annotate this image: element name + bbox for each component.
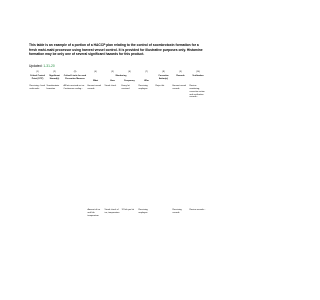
column-number: (4) (94, 71, 97, 73)
table-cell (29, 209, 46, 239)
monitoring-subheader: Who (144, 80, 149, 83)
monitoring-subheader: Frequency (124, 80, 135, 83)
table-cell: Review monitoring, corrective action and verification records... (189, 85, 205, 99)
table-cell: Receiving employee (138, 209, 148, 215)
column-number: (8) (162, 71, 165, 73)
monitoring-header: Monitoring (115, 75, 127, 77)
column-number: (7) (145, 71, 148, 73)
header-cell: Records (176, 75, 185, 77)
column-number: (6) (128, 71, 131, 73)
table-cell: All lots received on ice. Continuous cooling... (63, 85, 85, 91)
table-cell: Receiving - fresh mahi-mahi (29, 85, 46, 91)
table-row (29, 85, 207, 209)
table-cell: Harvest vessel records (172, 85, 187, 91)
header-cell: Critical Control Point (CCP) (29, 75, 45, 80)
table-cell (46, 209, 63, 239)
header-cell: Critical Limits for each Preventive Measure (63, 75, 87, 80)
haccp-plan-table (29, 71, 207, 239)
table-cell: Reject lot (155, 85, 165, 88)
column-number: (10) (196, 71, 200, 73)
updated-date: 1-31-20 (43, 64, 55, 68)
table-cell: Receiving employee (138, 85, 148, 91)
updated-label: Updated: (29, 64, 43, 68)
updated-line (29, 64, 55, 68)
table-cell (155, 209, 172, 239)
table-cell: Every lot received (121, 85, 130, 91)
intro-paragraph: This table is an example of a portion of a HACCP plan relating to the control of scombrotoxin formation for a fresh mahi-mahi processor using harvest vessel control. It is provided for illustrative purposes only. Histamine formation may be only one of several significant hazards for this product. (29, 43, 203, 57)
table-cell: Harvest vessel records (87, 85, 102, 91)
table-cell: Receiving records (172, 209, 182, 215)
table-cell: 12 fish per lot (121, 209, 134, 212)
table-row (29, 209, 207, 239)
header-cell: Verification (192, 75, 204, 77)
column-number: (1) (36, 71, 39, 73)
monitoring-subheader: What (92, 80, 99, 83)
table-cell: Amount of ice and fish temperature (87, 209, 101, 217)
column-number: (5) (111, 71, 114, 73)
column-number: (3) (73, 71, 77, 73)
table-cell: Review records... (189, 209, 206, 212)
column-number: (9) (179, 71, 182, 73)
table-cell: Visual check of ice; temperature (104, 209, 120, 215)
column-number: (2) (53, 71, 56, 73)
table-cell: Scombrotoxin formation (46, 85, 60, 91)
table-cell (63, 209, 87, 239)
monitoring-subheader: How (110, 80, 115, 83)
header-cell: Corrective Action(s) (158, 75, 169, 80)
table-cell: Visual check (104, 85, 117, 88)
header-cell: Significant Hazard(s) (49, 75, 60, 80)
